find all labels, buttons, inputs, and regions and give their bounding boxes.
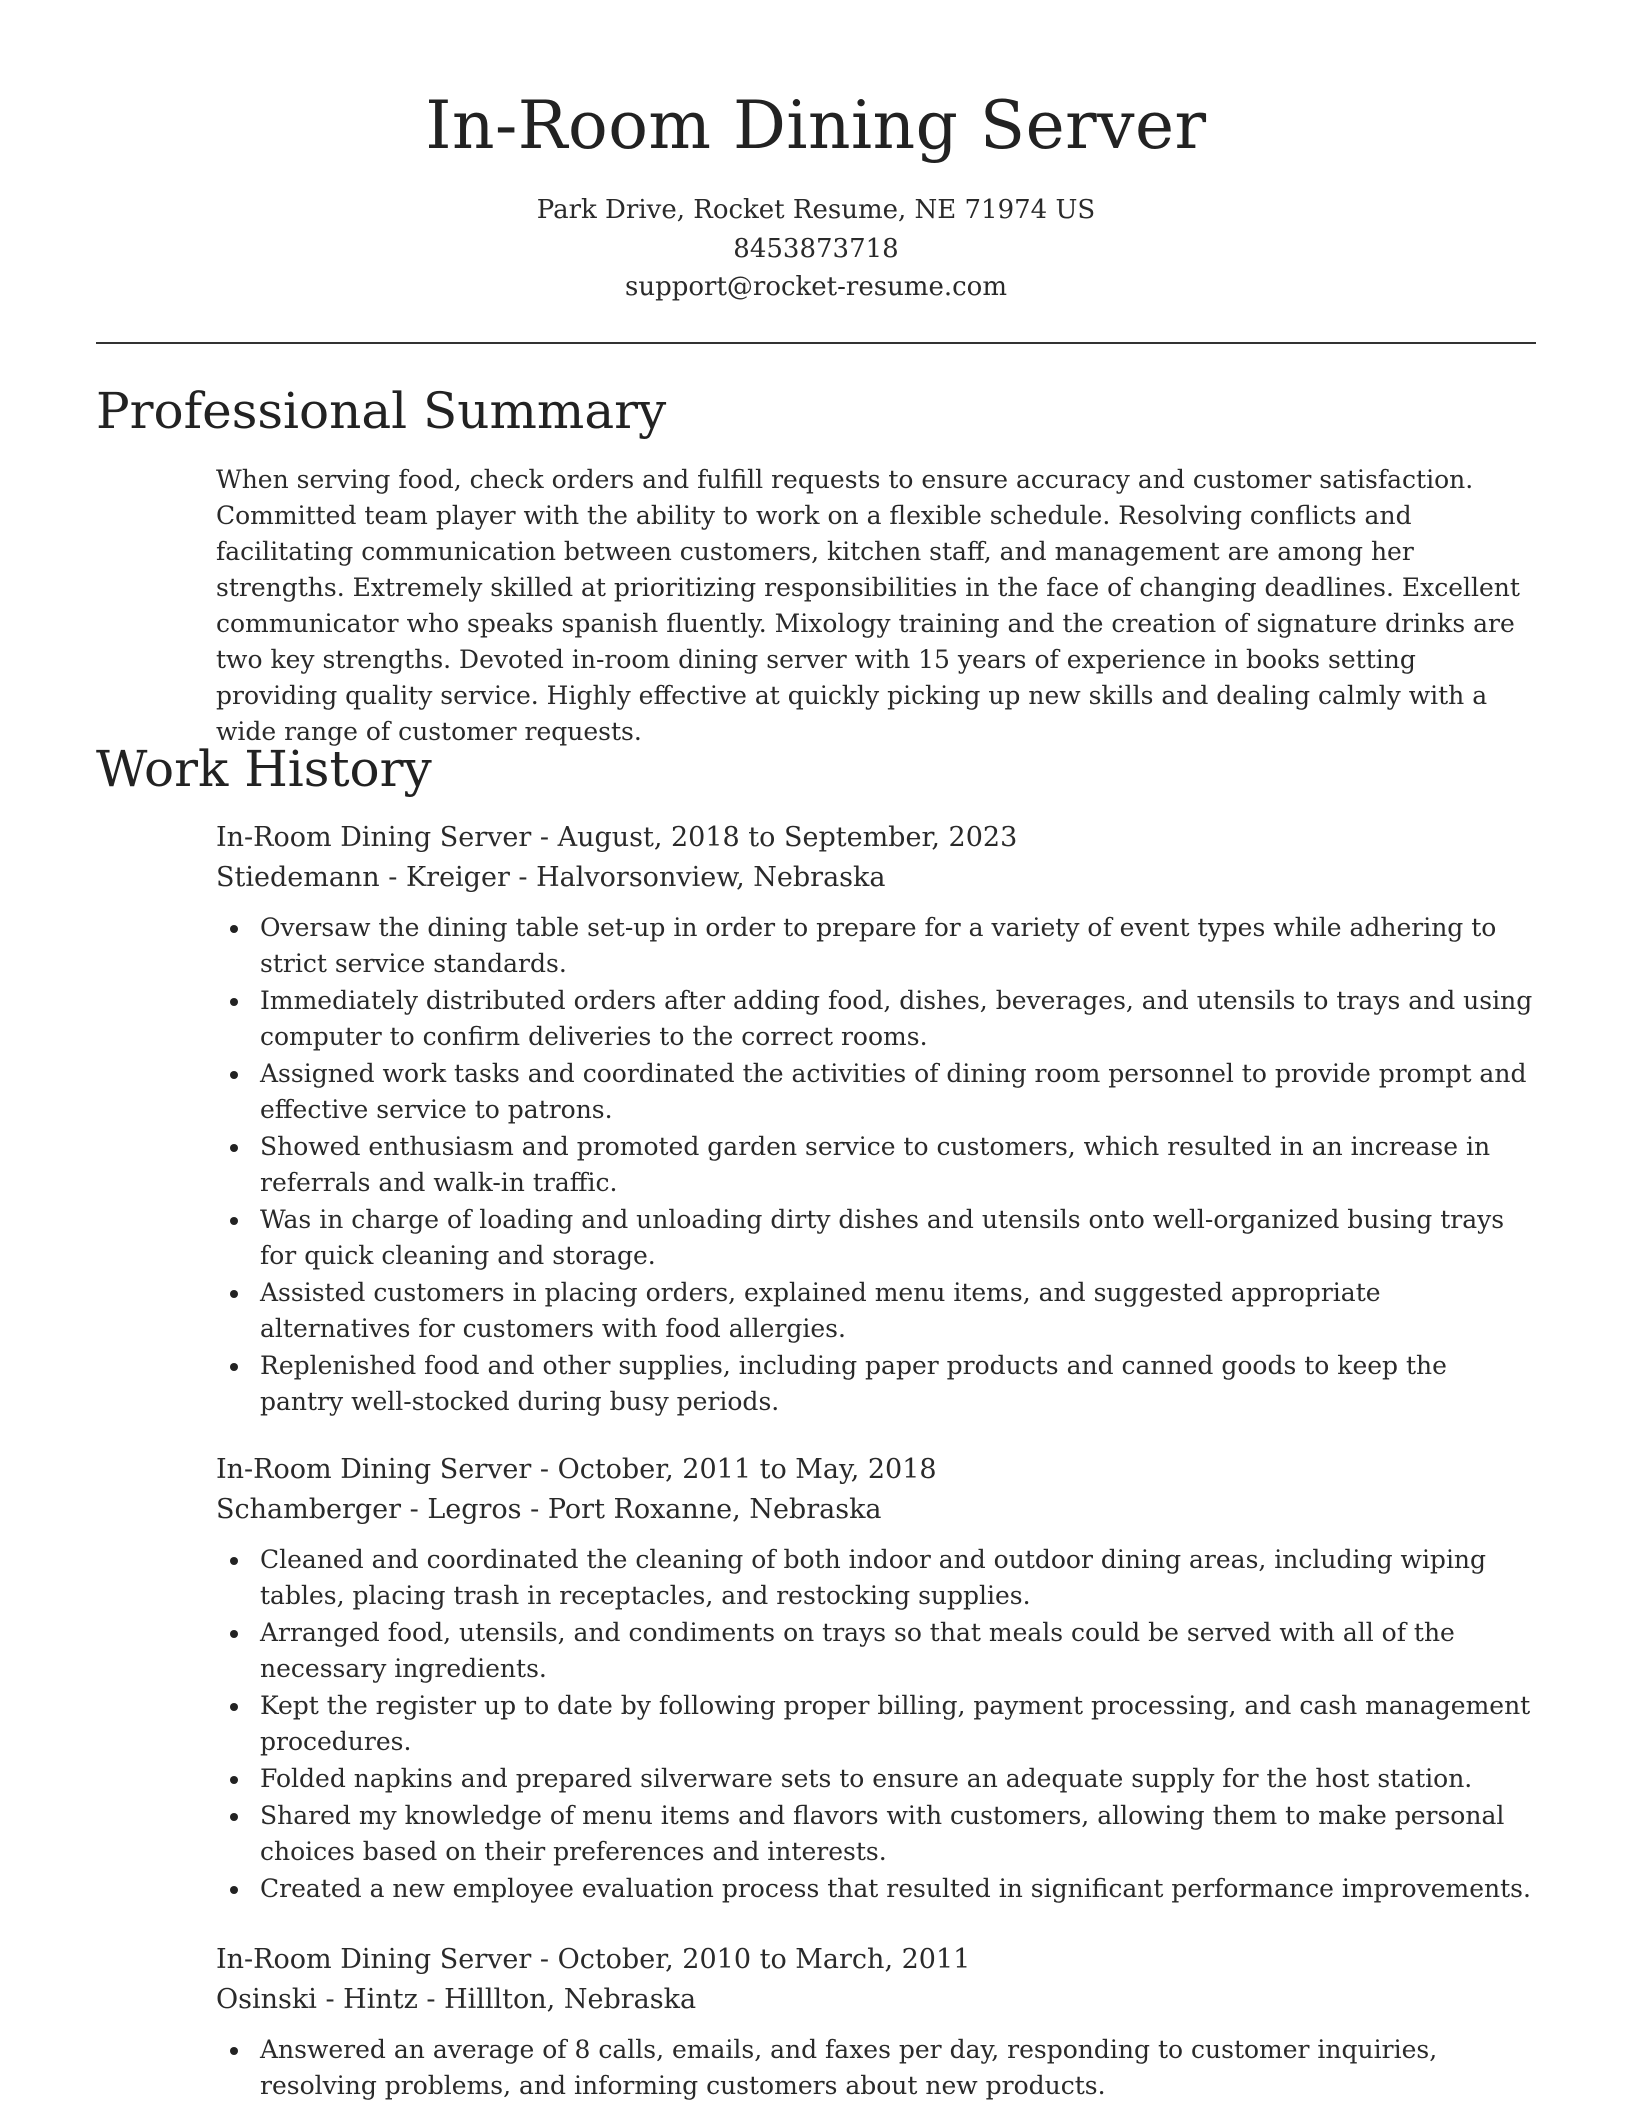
header-divider [96,342,1536,344]
job-company-line: Schamberger - Legros - Port Roxanne, Nebraska [216,1494,882,1525]
job-title-line: In-Room Dining Server - October, 2011 to May, 2018 [216,1454,937,1485]
list-item: Folded napkins and prepared silverware sets to ensure an adequate supply for the host station. [260,1761,1536,1797]
section-title-summary: Professional Summary [96,382,667,440]
list-item: Showed enthusiasm and promoted garden service to customers, which resulted in an increase in referrals and walk-in traffic. [260,1129,1536,1201]
job-entry [216,818,1536,1421]
list-item: Assisted customers in placing orders, explained menu items, and suggested appropriate alternatives for customers with food allergies. [260,1275,1536,1347]
list-item: Arranged food, utensils, and condiments on trays so that meals could be served with all of the necessary ingredients. [260,1615,1536,1687]
list-item: Cleaned and coordinated the cleaning of both indoor and outdoor dining areas, including wiping tables, placing trash in receptacles, and restocking supplies. [260,1542,1536,1614]
job-entry [216,1940,1536,2105]
list-item: Answered an average of 8 calls, emails, and faxes per day, responding to customer inquiries, resolving problems, and informing customers about new products. [260,2032,1536,2104]
list-item: Created a new employee evaluation process that resulted in significant performance improvements. [260,1871,1536,1907]
list-item: Immediately distributed orders after adding food, dishes, beverages, and utensils to trays and using computer to confirm deliveries to the correct rooms. [260,983,1536,1055]
job-entry [216,1450,1536,1908]
list-item: Kept the register up to date by following proper billing, payment processing, and cash management procedures. [260,1688,1536,1760]
list-item: Replenished food and other supplies, including paper products and canned goods to keep the pantry well-stocked during busy periods. [260,1348,1536,1420]
contact-email: support@rocket-resume.com [624,272,1007,302]
summary-text: When serving food, check orders and fulfill requests to ensure accuracy and customer satisfaction. Committed team player with the ability to work on a flexible schedule. Resolving conflicts and facilitating communication between customers, kitchen staff, and management are among her strengths. Extremely skilled at prioritizing responsibilities in the face of changing deadlines. Excellent communicator who speaks spanish fluently. Mixology training and the creation of signature drinks are two key strengths. Devoted in-room dining server with 15 years of experience in books setting providing quality service. Highly effective at quickly picking up new skills and dealing calmly with a wide range of customer requests. [216,465,1520,746]
job-bullet-list [216,910,1536,1420]
job-company-line: Stiedemann - Kreiger - Halvorsonview, Nebraska [216,862,886,893]
list-item: Assigned work tasks and coordinated the activities of dining room personnel to provide prompt and effective service to patrons. [260,1056,1536,1128]
job-title-line: In-Room Dining Server - August, 2018 to September, 2023 [216,822,1018,853]
job-bullet-list [216,1542,1536,1907]
section-title-work-history: Work History [96,740,432,798]
list-item: Shared my knowledge of menu items and flavors with customers, allowing them to make personal choices based on their preferences and interests. [260,1798,1536,1870]
contact-phone: 8453873718 [733,234,899,264]
contact-address: Park Drive, Rocket Resume, NE 71974 US [536,195,1096,225]
list-item: Was in charge of loading and unloading dirty dishes and utensils onto well-organized busing trays for quick cleaning and storage. [260,1202,1536,1274]
candidate-name: In-Room Dining Server [425,87,1207,164]
job-bullet-list [216,2032,1536,2104]
job-company-line: Osinski - Hintz - Hilllton, Nebraska [216,1984,697,2015]
list-item: Oversaw the dining table set-up in order to prepare for a variety of event types while adhering to strict service standards. [260,910,1536,982]
job-title-line: In-Room Dining Server - October, 2010 to March, 2011 [216,1944,971,1975]
